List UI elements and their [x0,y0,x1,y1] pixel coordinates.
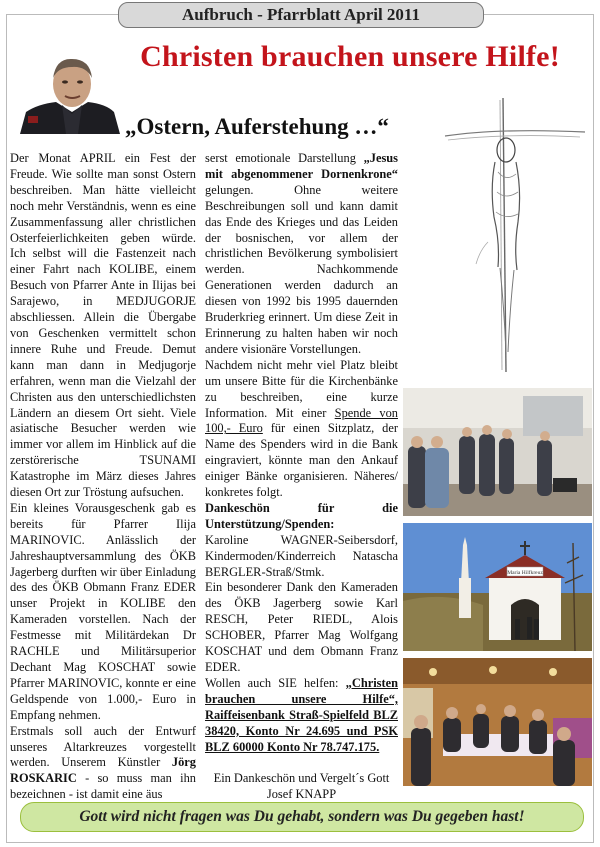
newsletter-title: Aufbruch - Pfarrblatt April 2011 [118,2,484,28]
headline: Christen brauchen unsere Hilfe! [140,40,560,73]
subheadline: „Ostern, Auferstehung …“ [125,114,389,139]
footer-quote: Gott wird nicht fragen was Du gehabt, sondern was Du gegeben hast! [20,802,584,832]
artwork-title: „Jesus mit abgenommener Dornenkrone“ [205,151,398,181]
bank-details: „Christen brauchen unsere Hilfe“, Raiffeisenbank Straß-Spielfeld BLZ 38420, Konto Nr 24.695 und PSK BLZ 60000 Konto Nr 78.747.175. [205,675,398,754]
signature: Josef KNAPP [266,787,337,802]
paragraph [10,724,196,804]
church-sign: Maria Hilfkreuz [507,570,543,576]
thanks-list: Karoline WAGNER-Seibersdorf, Kindermoden/Kinderreich Natascha BERGLER-Straß/Stmk. [205,532,398,579]
text: gelungen. Ohne weitere Beschreibungen soll und kann damit das Ende des Krieges und das Leiden der bosnischen, vor allem der christlichen Bevölkerung symbolisiert werden. Nachkommende Generationen werden dadurch an diesen von 1992 bis 1995 dauernden Bruderkrieg erinnert. Um diese Zeit in Erinnerung zu halten haben wir noch andere visionäre Vorstellungen. [205,182,398,356]
thanks-heading: Dankeschön für die Unterstützung/Spenden: [205,500,398,531]
closing-line: Ein Dankeschön und Vergelt´s Gott [213,771,390,786]
text: Wollen auch SIE helfen: [205,675,346,690]
paragraph [205,676,398,756]
text: serst emotionale Darstellung [205,151,364,165]
text: - so muss man ihn bezeichnen - ist damit eine äus [10,771,196,802]
paragraph [205,151,398,358]
paragraph [205,358,398,501]
article-column-left [10,151,196,803]
article-column-middle [205,151,398,803]
church-photo [403,523,592,651]
artist-name: Jörg ROSKARIC [10,755,196,786]
donation-amount: Spende von 100,- Euro [205,405,398,436]
paragraph: Ein kleines Vorausgeschenk gab es bereits für Pfarrer Ilija MARINOVIC. Anlässlich der Jahreshauptversammlung des ÖKB Jagerberg durften wir über Einladung des des ÖKB Obmann Franz EDER unser Projekt in KOLIBE den Kameraden vorstellen. Nach der Festmesse mit Militärdekan Dr RACHLE und Militärsuperior Dechant Mag KOSCHAT sowie Pfarrer MARINOVIC, konnte er eine Geldspende von 1.000,- Euro in Empfang nehmen. [10,500,196,722]
hall-photo [403,658,592,786]
text: Nachdem nicht mehr viel Platz bleibt um unsere Bitte für die Kirchenbänke zu beschreiben, eine kurze Information. Mit einer [205,357,398,420]
meeting-photo [403,388,592,516]
paragraph: Ein besonderer Dank den Kameraden des ÖKB Jagerberg sowie Karl RESCH, Peter RIEDL, Alois SCHOBER, Pfarrer Mag Wolfgang KOSCHAT und dem Obmann Franz EDER. [205,580,398,674]
paragraph: Der Monat APRIL ein Fest der Freude. Wie sollte man sonst Ostern beschreiben. Man hätte vielleicht noch mehr Verständnis, wenn es eine Zusammenfassung aller christlichen Osterfeierlichkeiten geben würde. Ich selbst will die Fastenzeit nach einer Fahrt nach KOLIBE, einem Besuch von Pfarrer Ante in Ilijas bei Sarajewo, in MEDJUGORJE abschliessen. Allein die Übergabe von Geschenken vermittelt schon innere Ruhe und Freude. Demut kann man dann in Medjugorje erfahren, wenn man die Vielzahl der Christen aus den unterschiedlichsten Ländern an diesem Ort sieht. Viele asiatische Besucher werden wie immer vor allem im Hinblick auf die zerstörerische TSUNAMI Katastrophe im März dieses Jahres diesen Ort zur Tröstung aufsuchen. [10,151,196,500]
crucifix-sketch [440,92,590,377]
text: für einen Sitzplatz, der Name des Spenders wird in die Bank eingraviert, könnte man den Ankauf einiger Bänke organisieren. Näheres/ konkretes folgt. [205,421,398,500]
text: Erstmals soll auch der Entwurf unseres Altarkreuzes vorgestellt werden. Unserem Künstler [10,723,196,770]
